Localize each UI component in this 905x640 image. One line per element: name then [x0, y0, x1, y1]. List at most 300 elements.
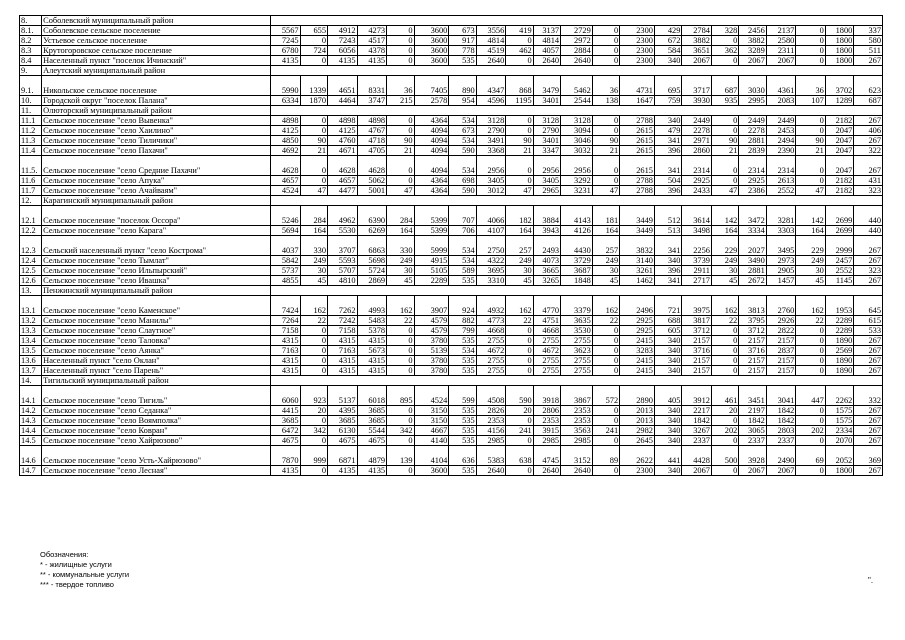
value-cell: 0 — [387, 466, 414, 476]
value-cell: 895 — [387, 386, 414, 406]
value-cell: 0 — [300, 366, 327, 376]
value-cell: 3267 — [682, 426, 712, 436]
value-cell: 890 — [449, 76, 476, 96]
district-name: Олюторский муниципальный район — [42, 106, 271, 116]
value-cell: 47 — [711, 186, 738, 196]
value-cell: 257 — [506, 236, 533, 256]
value-cell: 21 — [300, 146, 327, 156]
value-cell: 0 — [711, 36, 738, 46]
value-cell: 2544 — [561, 96, 593, 106]
value-cell: 0 — [387, 406, 414, 416]
value-cell: 396 — [654, 266, 681, 276]
table-row — [20, 176, 883, 186]
value-cell: 4107 — [476, 226, 506, 236]
value-cell: 2157 — [766, 336, 796, 346]
value-cell: 22 — [506, 316, 533, 326]
value-cell: 2755 — [476, 366, 506, 376]
value-cell: 1842 — [766, 416, 796, 426]
value-cell: 3451 — [739, 386, 766, 406]
value-cell: 4378 — [357, 46, 387, 56]
value-cell: 182 — [506, 206, 533, 226]
value-cell: 30 — [711, 266, 738, 276]
value-cell: 47 — [796, 186, 826, 196]
row-number: 13.2 — [20, 316, 42, 326]
value-cell: 440 — [854, 226, 883, 236]
value-cell: 535 — [449, 416, 476, 426]
value-cell: 2262 — [825, 386, 853, 406]
value-cell: 2839 — [739, 146, 766, 156]
value-cell: 1339 — [300, 76, 327, 96]
value-cell: 5399 — [414, 226, 449, 236]
value-cell: 267 — [854, 366, 883, 376]
value-cell: 1890 — [825, 336, 853, 346]
value-cell: 4675 — [271, 436, 301, 446]
value-cell: 1953 — [825, 296, 853, 316]
tariff-table — [19, 15, 883, 476]
value-cell: 0 — [796, 26, 826, 36]
value-cell: 3739 — [682, 256, 712, 266]
value-cell: 3401 — [533, 96, 560, 106]
value-cell: 4126 — [561, 226, 593, 236]
value-cell: 0 — [506, 466, 533, 476]
settlement-name: Сельское поселение "село Слаутное" — [42, 326, 271, 336]
value-cell: 322 — [854, 146, 883, 156]
value-cell: 2256 — [682, 236, 712, 256]
value-cell: 0 — [506, 126, 533, 136]
value-cell: 4322 — [476, 256, 506, 266]
value-cell: 513 — [654, 226, 681, 236]
value-cell: 2755 — [561, 356, 593, 366]
value-cell: 0 — [300, 126, 327, 136]
value-cell: 142 — [796, 206, 826, 226]
value-cell: 2353 — [533, 416, 560, 426]
value-cell: 4519 — [476, 46, 506, 56]
value-cell: 229 — [796, 236, 826, 256]
value-cell: 3405 — [476, 176, 506, 186]
value-cell: 5001 — [357, 186, 387, 196]
value-cell: 923 — [300, 386, 327, 406]
value-cell: 21 — [506, 146, 533, 156]
value-cell: 340 — [654, 406, 681, 416]
value-cell: 5593 — [328, 256, 358, 266]
value-cell: 4315 — [271, 356, 301, 366]
value-cell: 535 — [449, 56, 476, 66]
value-cell: 3401 — [533, 136, 560, 146]
value-cell: 2067 — [682, 56, 712, 66]
value-cell: 3128 — [533, 116, 560, 126]
value-cell: 0 — [387, 116, 414, 126]
value-cell: 3261 — [620, 266, 655, 276]
value-cell: 7245 — [271, 36, 301, 46]
value-cell: 5399 — [414, 206, 449, 226]
value-cell: 3283 — [620, 346, 655, 356]
value-cell: 4315 — [271, 336, 301, 346]
value-cell: 267 — [854, 416, 883, 426]
value-cell: 2729 — [561, 26, 593, 36]
value-cell: 673 — [449, 26, 476, 36]
value-cell: 3813 — [739, 296, 766, 316]
value-cell: 2494 — [766, 136, 796, 146]
value-cell: 3530 — [561, 326, 593, 336]
row-number: 14. — [20, 376, 42, 386]
value-cell: 2925 — [682, 176, 712, 186]
value-cell: 4596 — [476, 96, 506, 106]
value-cell: 0 — [387, 36, 414, 46]
value-cell: 2433 — [682, 186, 712, 196]
value-cell: 4094 — [414, 146, 449, 156]
value-cell: 1800 — [825, 46, 853, 56]
value-cell: 340 — [654, 416, 681, 426]
value-cell: 1800 — [825, 466, 853, 476]
value-cell: 3491 — [476, 136, 506, 146]
value-cell: 8331 — [357, 76, 387, 96]
value-cell: 2826 — [476, 406, 506, 416]
value-cell: 1800 — [825, 36, 853, 46]
value-cell: 328 — [711, 26, 738, 36]
value-cell: 2390 — [766, 146, 796, 156]
value-cell: 90 — [506, 136, 533, 146]
value-cell: 267 — [854, 136, 883, 146]
value-cell: 3041 — [766, 386, 796, 406]
value-cell: 22 — [592, 316, 619, 326]
value-cell: 0 — [506, 176, 533, 186]
value-cell: 2881 — [739, 136, 766, 146]
value-cell: 4315 — [328, 356, 358, 366]
value-cell: 0 — [711, 416, 738, 426]
table-row — [20, 366, 883, 376]
value-cell: 3600 — [414, 36, 449, 46]
value-cell: 535 — [449, 336, 476, 346]
value-cell: 267 — [854, 436, 883, 446]
value-cell: 935 — [711, 96, 738, 106]
value-cell: 5246 — [271, 206, 301, 226]
value-cell: 3747 — [357, 96, 387, 106]
value-cell: 2457 — [825, 256, 853, 266]
value-cell: 3685 — [357, 416, 387, 426]
value-cell: 4745 — [533, 446, 560, 466]
value-cell: 30 — [592, 266, 619, 276]
value-cell: 2956 — [561, 156, 593, 176]
row-number: 13.6 — [20, 356, 42, 366]
value-cell: 0 — [796, 416, 826, 426]
value-cell: 431 — [854, 176, 883, 186]
value-cell: 1647 — [620, 96, 655, 106]
value-cell: 2314 — [739, 156, 766, 176]
value-cell: 2415 — [620, 366, 655, 376]
value-cell: 1842 — [682, 416, 712, 426]
value-cell: 162 — [506, 296, 533, 316]
value-cell: 7163 — [271, 346, 301, 356]
value-cell: 589 — [449, 266, 476, 276]
value-cell: 5698 — [357, 256, 387, 266]
value-cell: 3012 — [476, 186, 506, 196]
value-cell: 2449 — [766, 116, 796, 126]
value-cell: 47 — [387, 186, 414, 196]
value-cell: 3137 — [533, 26, 560, 36]
value-cell: 0 — [300, 346, 327, 356]
value-cell: 5383 — [476, 446, 506, 466]
value-cell: 599 — [449, 386, 476, 406]
value-cell: 4628 — [328, 156, 358, 176]
value-cell: 687 — [854, 96, 883, 106]
value-cell: 267 — [854, 276, 883, 286]
value-cell: 534 — [449, 256, 476, 266]
value-cell: 0 — [387, 26, 414, 36]
value-cell: 6130 — [328, 426, 358, 436]
value-cell: 340 — [654, 56, 681, 66]
value-cell: 3780 — [414, 356, 449, 366]
value-cell: 30 — [387, 266, 414, 276]
value-cell: 572 — [592, 386, 619, 406]
value-cell: 3334 — [739, 226, 766, 236]
district-name: Карагинский муниципальный район — [42, 196, 271, 206]
value-cell: 162 — [300, 296, 327, 316]
value-cell: 2311 — [766, 46, 796, 56]
row-number: 12.3 — [20, 236, 42, 256]
table-row — [20, 226, 883, 236]
value-cell: 1842 — [766, 406, 796, 416]
value-cell: 2300 — [620, 56, 655, 66]
value-cell: 257 — [592, 236, 619, 256]
value-cell: 0 — [592, 176, 619, 186]
table-row — [20, 276, 883, 286]
value-cell: 0 — [711, 336, 738, 346]
value-cell: 0 — [592, 366, 619, 376]
legend-item: ** - коммунальные услуги — [40, 570, 130, 579]
value-cell: 2496 — [620, 296, 655, 316]
value-cell: 4718 — [357, 136, 387, 146]
value-cell: 3600 — [414, 26, 449, 36]
value-cell: 162 — [387, 296, 414, 316]
value-cell: 2755 — [533, 366, 560, 376]
value-cell: 535 — [449, 406, 476, 416]
value-cell: 2926 — [766, 316, 796, 326]
value-cell: 2717 — [682, 276, 712, 286]
value-cell: 90 — [796, 136, 826, 146]
value-cell: 3498 — [682, 226, 712, 236]
legend-title: Обозначения: — [40, 550, 89, 559]
value-cell: 267 — [854, 256, 883, 266]
value-cell: 2182 — [825, 176, 853, 186]
value-cell: 2881 — [739, 266, 766, 276]
value-cell: 4125 — [328, 126, 358, 136]
value-cell: 0 — [506, 356, 533, 366]
value-cell: 340 — [654, 346, 681, 356]
value-cell: 3685 — [328, 416, 358, 426]
value-cell: 2157 — [739, 356, 766, 366]
value-cell: 2755 — [561, 336, 593, 346]
value-cell: 4361 — [766, 76, 796, 96]
settlement-name: Сельское поселение "село Каменское" — [42, 296, 271, 316]
value-cell: 4668 — [476, 326, 506, 336]
settlement-name: Сельское поселение "село Воямполка" — [42, 416, 271, 426]
settlement-name: Сельское поселение "село Усть-Хайрюзово" — [42, 446, 271, 466]
value-cell: 249 — [711, 256, 738, 266]
value-cell: 799 — [449, 326, 476, 336]
value-cell: 0 — [506, 416, 533, 426]
value-cell: 2300 — [620, 46, 655, 56]
value-cell: 2067 — [739, 56, 766, 66]
value-cell: 21 — [711, 146, 738, 156]
value-cell: 90 — [300, 136, 327, 146]
value-cell: 4962 — [328, 206, 358, 226]
value-cell: 535 — [449, 356, 476, 366]
value-cell: 3032 — [561, 146, 593, 156]
value-cell: 590 — [506, 386, 533, 406]
value-cell: 636 — [449, 446, 476, 466]
row-number: 9. — [20, 66, 42, 76]
value-cell: 3600 — [414, 46, 449, 56]
value-cell: 2971 — [682, 136, 712, 146]
value-cell: 4094 — [414, 126, 449, 136]
value-cell: 0 — [506, 436, 533, 446]
value-cell: 164 — [300, 226, 327, 236]
value-cell: 3065 — [739, 426, 766, 436]
value-cell: 337 — [854, 26, 883, 36]
value-cell: 5105 — [414, 266, 449, 276]
value-cell: 4915 — [414, 256, 449, 266]
value-cell: 267 — [854, 336, 883, 346]
legend-notes — [40, 550, 129, 590]
settlement-name: Сельское поселение "село Ачайваям" — [42, 186, 271, 196]
value-cell: 1457 — [766, 276, 796, 286]
value-cell: 2985 — [476, 436, 506, 446]
value-cell: 241 — [592, 426, 619, 436]
value-cell: 0 — [387, 156, 414, 176]
value-cell: 2289 — [825, 316, 853, 326]
district-name: Тигильский муниципальный район — [42, 376, 271, 386]
value-cell: 0 — [592, 406, 619, 416]
table-row — [20, 116, 883, 126]
value-cell: 5707 — [328, 266, 358, 276]
settlement-name: Населенный пункт "село Оклан" — [42, 356, 271, 366]
value-cell: 2386 — [739, 186, 766, 196]
value-cell: 2790 — [533, 126, 560, 136]
value-cell: 5567 — [271, 26, 301, 36]
value-cell: 0 — [387, 366, 414, 376]
value-cell: 0 — [300, 176, 327, 186]
table-row — [20, 156, 883, 176]
table-row — [20, 416, 883, 426]
value-cell: 267 — [854, 406, 883, 416]
value-cell: 3702 — [825, 76, 853, 96]
value-cell: 4760 — [328, 136, 358, 146]
value-cell: 0 — [300, 466, 327, 476]
row-number: 13.7 — [20, 366, 42, 376]
value-cell: 139 — [387, 446, 414, 466]
value-cell: 882 — [449, 316, 476, 326]
value-cell: 4879 — [357, 446, 387, 466]
settlement-name: Сельское поселение "село Карага" — [42, 226, 271, 236]
table-row — [20, 76, 883, 96]
value-cell: 2289 — [825, 326, 853, 336]
value-cell: 2300 — [620, 466, 655, 476]
value-cell: 45 — [387, 276, 414, 286]
value-cell: 340 — [654, 466, 681, 476]
value-cell: 638 — [506, 446, 533, 466]
value-cell: 3265 — [533, 276, 560, 286]
table-row — [20, 346, 883, 356]
value-cell: 4143 — [561, 206, 593, 226]
value-cell: 3685 — [357, 406, 387, 416]
value-cell: 2755 — [533, 356, 560, 366]
settlement-name: Сельское поселение "село Ивашка" — [42, 276, 271, 286]
value-cell: 3943 — [533, 226, 560, 236]
value-cell: 2052 — [825, 446, 853, 466]
value-cell: 4671 — [328, 146, 358, 156]
value-cell: 0 — [592, 326, 619, 336]
value-cell: 0 — [711, 356, 738, 366]
value-cell: 2027 — [739, 236, 766, 256]
value-cell: 2985 — [561, 436, 593, 446]
value-cell: 342 — [300, 426, 327, 436]
value-cell: 707 — [449, 206, 476, 226]
value-cell: 3687 — [561, 266, 593, 276]
value-cell: 4415 — [271, 406, 301, 416]
value-cell: 2157 — [739, 366, 766, 376]
value-cell: 3563 — [561, 426, 593, 436]
value-cell: 0 — [387, 346, 414, 356]
value-cell: 45 — [506, 276, 533, 286]
value-cell: 3046 — [561, 136, 593, 146]
value-cell: 3712 — [682, 326, 712, 336]
value-cell: 30 — [796, 266, 826, 276]
value-cell: 342 — [387, 426, 414, 436]
value-cell: 672 — [654, 36, 681, 46]
value-cell: 2552 — [766, 186, 796, 196]
empty-cells — [271, 376, 883, 386]
value-cell: 36 — [387, 76, 414, 96]
value-cell: 2972 — [561, 36, 593, 46]
value-cell: 2047 — [825, 126, 853, 136]
row-number: 11.1 — [20, 116, 42, 126]
table-row — [20, 356, 883, 366]
value-cell: 7870 — [271, 446, 301, 466]
value-cell: 924 — [449, 296, 476, 316]
value-cell: 138 — [592, 96, 619, 106]
table-row — [20, 206, 883, 226]
row-number: 12.2 — [20, 226, 42, 236]
value-cell: 511 — [854, 46, 883, 56]
value-cell: 4579 — [414, 316, 449, 326]
value-cell: 0 — [711, 56, 738, 66]
value-cell: 22 — [387, 316, 414, 326]
value-cell: 7424 — [271, 296, 301, 316]
settlement-name: Сельское поселение "село Тиличики" — [42, 136, 271, 146]
value-cell: 0 — [796, 156, 826, 176]
value-cell: 4364 — [414, 186, 449, 196]
value-cell: 36 — [796, 76, 826, 96]
value-cell: 0 — [796, 326, 826, 336]
value-cell: 164 — [711, 226, 738, 236]
value-cell: 249 — [300, 256, 327, 266]
value-cell: 267 — [854, 356, 883, 366]
value-cell: 1462 — [620, 276, 655, 286]
value-cell: 2755 — [476, 336, 506, 346]
value-cell: 4770 — [533, 296, 560, 316]
value-cell: 20 — [300, 406, 327, 416]
value-cell: 2640 — [476, 466, 506, 476]
value-cell: 687 — [711, 76, 738, 96]
value-cell: 2067 — [766, 56, 796, 66]
settlement-name: Сельское поселение "село Хайрюзово" — [42, 436, 271, 446]
value-cell: 441 — [654, 446, 681, 466]
value-cell: 0 — [506, 156, 533, 176]
row-number: 14.7 — [20, 466, 42, 476]
value-cell: 229 — [711, 236, 738, 256]
empty-cells — [271, 196, 883, 206]
value-cell: 3716 — [739, 346, 766, 356]
